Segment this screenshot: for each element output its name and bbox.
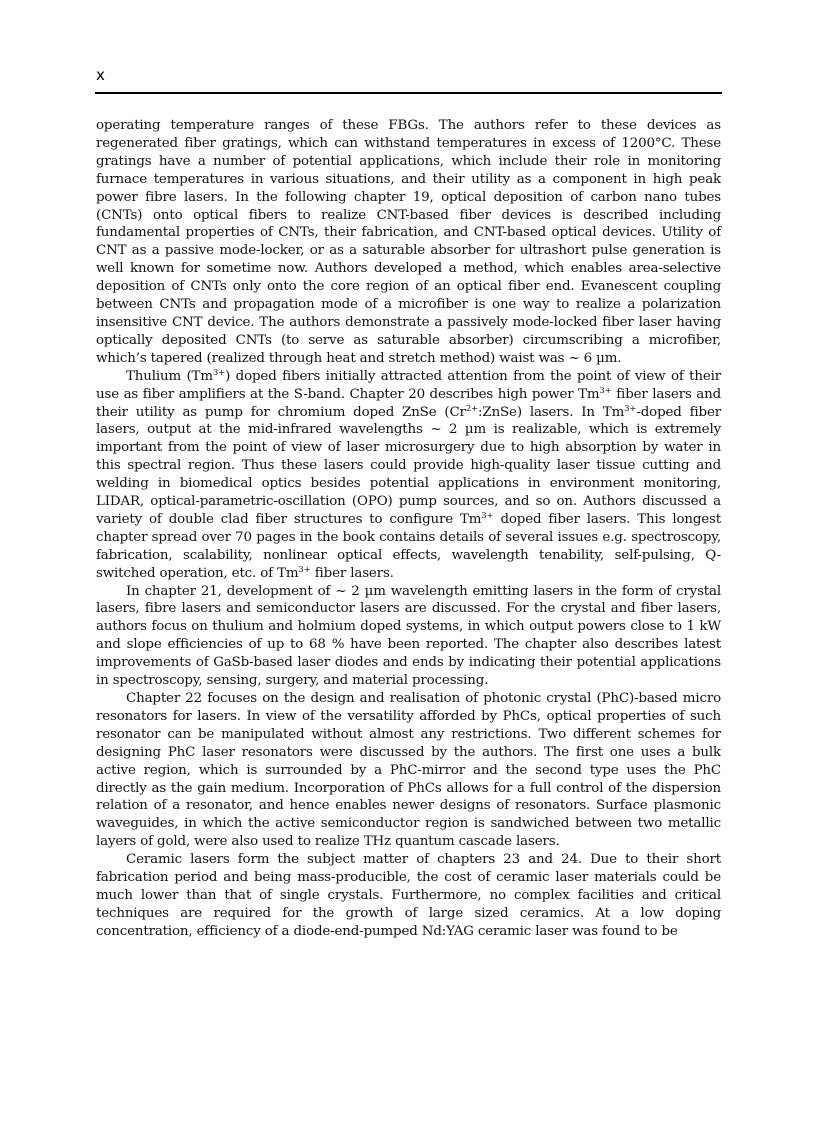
superscript: 3+: [599, 385, 612, 396]
superscript: 3+: [481, 510, 494, 521]
superscript: 3+: [298, 564, 311, 575]
superscript: 3+: [212, 367, 226, 378]
superscript: 3+: [624, 403, 637, 414]
text-run: doped fiber lasers. This longest chapter spread over 70 pages in the book contains details of several issues e.g. spectroscopy, fabrication, scalability, nonlinear optical effects, wavelength tenability, self-pulsing, Q-switched operation, etc. of Tm: [96, 511, 721, 581]
body-text: [96, 117, 721, 941]
page-number: x: [96, 66, 105, 84]
header-rule: [95, 92, 722, 94]
text-run: Thulium (Tm: [126, 368, 213, 384]
superscript: 2+: [465, 403, 479, 414]
text-run: fiber lasers.: [310, 565, 394, 581]
text-run: fiber lasers and their utility as pump for chromium doped ZnSe (Cr: [96, 386, 721, 420]
paragraph-thulium: [96, 368, 721, 583]
paragraph-chapter-22: Chapter 22 focuses on the design and realisation of photonic crystal (PhC)-based micro resonators for lasers. In view of the versatility afforded by PhCs, optical properties of such resonator can be manipulated without almost any restrictions. Two different schemes for designing PhC laser resonators were discussed by the authors. The first one uses a bulk active region, which is surrounded by a PhC-mirror and the second type uses the PhC directly as the gain medium. Incorporation of PhCs allows for a full control of the dispersion relation of a resonator, and hence enables newer designs of resonators. Surface plasmonic waveguides, in which the active semiconductor region is sandwiched between two metallic layers of gold, were also used to realize THz quantum cascade lasers.: [96, 691, 721, 850]
paragraph-fbg-cnt: operating temperature ranges of these FBGs. The authors refer to these devices as regenerated fiber gratings, which can withstand temperatures in excess of 1200°C. These gratings have a number of potential applications, which include their role in monitoring furnace temperatures in various situations, and their utility as a component in high peak power fibre lasers. In the following chapter 19, optical deposition of carbon nano tubes (CNTs) onto optical fibers to realize CNT-based fiber devices is described including fundamental properties of CNTs, their fabrication, and CNT-based optical devices. Utility of CNT as a passive mode-locker, or as a saturable absorber for ultrashort pulse generation is well known for sometime now. Authors developed a method, which enables area-selective deposition of CNTs only onto the core region of an optical fiber end. Evanescent coupling between CNTs and propagation mode of a microfiber is one way to realize a polarization insensitive CNT device. The authors demonstrate a passively mode-locked fiber laser having optically deposited CNTs (to serve as saturable absorber) circumscribing a microfiber, which’s tapered (realized through heat and stretch method) waist was ~ 6 µm.: [96, 118, 721, 366]
text-run: ) doped fibers initially attracted attention from the point of view of their use as fiber amplifiers at the S-band. Chapter 20 describes high power Tm: [96, 368, 721, 402]
text-run: :ZnSe) lasers. In Tm: [478, 404, 625, 420]
paragraph-ceramic-lasers: Ceramic lasers form the subject matter of chapters 23 and 24. Due to their short fabrication period and being mass-producible, the cost of ceramic laser materials could be much lower than that of single crystals. Furthermore, no complex facilities and critical techniques are required for the growth of large sized ceramics. At a low doping concentration, efficiency of a diode-end-pumped Nd:YAG ceramic laser was found to be: [96, 852, 721, 939]
paragraph-chapter-21: In chapter 21, development of ~ 2 µm wavelength emitting lasers in the form of crystal lasers, fibre lasers and semiconductor lasers are discussed. For the crystal and fiber lasers, authors focus on thulium and holmium doped systems, in which output powers close to 1 kW and slope efficiencies of up to 68 % have been reported. The chapter also describes latest improvements of GaSb-based laser diodes and ends by indicating their potential applications in spectroscopy, sensing, surgery, and material processing.: [96, 583, 721, 689]
text-run: -doped fiber lasers, output at the mid-infrared wavelengths ~ 2 µm is realizable, which is extremely important from the point of view of laser microsurgery due to high absorption by water in this spectral region. Thus these lasers could provide high-quality laser tissue cutting and welding in biomedical optics besides potential applications in environment monitoring, LIDAR, optical-parametric-oscillation (OPO) pump sources, and so on. Authors discussed a variety of double clad fiber structures to configure Tm: [96, 404, 722, 527]
